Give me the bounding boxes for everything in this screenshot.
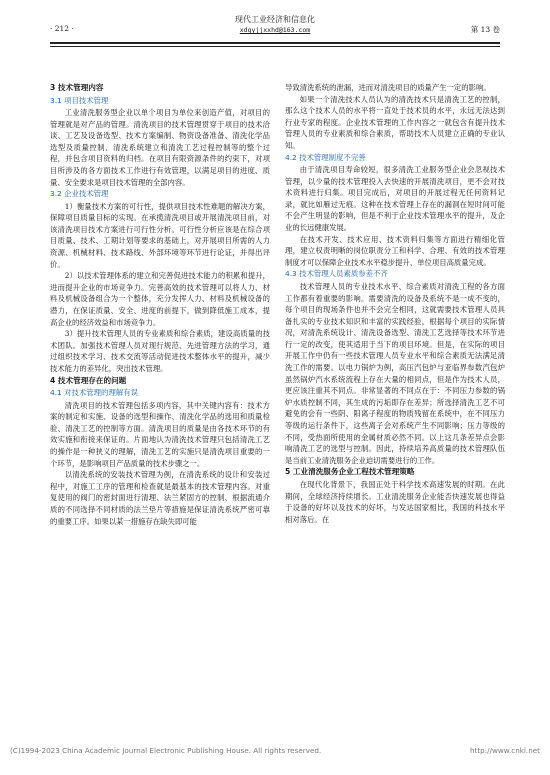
subsection-heading: 4.3 技术管理人员素质参差不齐: [285, 269, 388, 279]
subsection-heading: 3.2 企业技术管理: [50, 189, 109, 199]
subsection-heading: 4.1 对技术管理的理解有误: [50, 388, 139, 398]
body-paragraph: 如果一个清洗技术人员认为的清洗技术只是清洗工艺的控制，那么这个技术人员的水平将一直处于技术员的水平，永远无法达到行业专家的程度。企业技术管理的工作内容之一就包含有提升技术管理人员的专业素质和综合素质，帮助技术人员建立正确的专业认知。: [285, 94, 505, 150]
left-column: [50, 82, 270, 732]
page-number: · 212 ·: [50, 24, 74, 33]
journal-title: 现代工业经济和信息化: [235, 15, 315, 24]
copyright-notice: (C)1994-2023 China Academic Journal Electronic Publishing House. All rights reserved.: [10, 746, 322, 755]
body-paragraph: 清洗项目的技术管理包括多项内容，其中关键内容有：技术方案的制定和实施、设备的选型和操作、清洗化学品的选用和质量检验、清洗工艺的控制等方面。清洗项目的质量是由各技术环节的有效实施和衔接来保证的。片面地认为清洗技术管理只包括清洗工艺的操作是一种狭义的理解，清洗工艺的实施只是清洗项目重要的一个环节，是影响项目产品质量的技术步骤之一。: [50, 400, 270, 468]
page-footer: [10, 746, 540, 760]
subsection-heading: 3.1 项目技术管理: [50, 95, 109, 105]
body-paragraph: 技术管理人员的专业技术水平、综合素质对清洗工程的各方面工作都有着重要的影响。需要清洗的设备及系统不是一成不变的，每个项目的现场条件也并不会完全相同，这就需要技术管理人员具备扎实的专业技术知识和丰富的实践经验，根据每个项目的实际情况，对清洗系统设计、清洗设备选型、清洗工艺选择等技术环节进行一定的改变，使其适用于当下的项目环境。但是，在实际的项目开展工作中仍有一些技术管理人员专业水平和综合素质无法满足清洗工作的需要。以电力锅炉为例，高压汽包炉与亚临界参数汽包炉虽然锅炉汽水系统流程上存在大量的相同点，但是作为技术人员，更应该注重其不同点。非常显著的不同点在于：不同压力参数的锅炉水质控制不同，其生成的污垢即存在差异；所选择清洗工艺不可避免的会有一些阴、阳离子程度的物质残留在系统中，在不同压力等级的运行条件下，这些离子会对系统产生不同影响；压力等级的不同，受热面所使用的金属材质必然不同。以上这几条差异点会影响清洗工艺的选型与控制。因此，持续培养高质量的技术管理队伍是当前工业清洗服务企业迫切需要进行的工作。: [285, 281, 505, 465]
body-paragraph: 以清洗系统的安装技术管理为例，在清洗系统的设计和安装过程中，对施工工序的管理和检查就是最基本的技术管理内容。对重复使用的阀门的密封面进行清理、法兰紧固方的控制、根据流通介质的不同选择不同材质的法兰垫片等措施是保证清洗系统严密可靠的重要工序。如果以某一措施存在缺失即可能: [50, 470, 270, 526]
cnki-link[interactable]: http://www.cnki.net: [469, 746, 540, 755]
body-paragraph: 3）提升技术管理人员的专业素质和综合素质，建设高质量的技术团队。加强技术管理人员对现行规范、先进管理方法的学习，通过组织技术学习、技术交流等活动促进技术整体水平的提升，减少技术能力的差异化，突出技术管理。: [50, 329, 270, 373]
body-paragraph: 在技术开发、技术应用、技术资料归集等方面进行精细化管理，建立权责明晰的岗位职责分工和科学、合理、有效的技术管理制度才可以保障企业技术水平稳步提升、单位项目高质量完成。: [285, 234, 505, 267]
page-header: [50, 12, 500, 44]
header-rule: [50, 46, 500, 47]
section-heading: 4 技术管理存在的问题: [50, 375, 127, 385]
volume-label: 第 13 卷: [470, 25, 500, 34]
subsection-heading: 4.2 技术管理制度不完善: [285, 152, 366, 162]
body-paragraph: 工业清洗服务型企业以单个项目为单位来创造产值，对项目的管理就是对产品的管理。清洗项目的技术管理贯穿于项目的技术洽谈、工艺及设备选型、技术方案编制、物资设备准备、清洗化学品选型及质量控制、清洗系统建立和清洗工艺过程控制等的整个过程，并包含项目资料的归档。在项目有限资源条件的约束下，对项目所涉及的各方面技术工作进行有效管理，以满足项目的进度、质量、安全要求是项目技术管理的全部内容。: [50, 108, 270, 187]
section-heading: 3 技术管理内容: [50, 83, 104, 92]
journal-email: xdgyjjxxhd@163.com: [239, 26, 311, 34]
body-paragraph: 在现代化背景下，我国正处于科学技术高速发展的时期。在此期间，全球经济持续增长。工业清洗服务企业能否快速发展也得益于设备的好坏以及技术的好坏，与发达国家相比，我国的科技水平相对落后。在: [285, 479, 505, 524]
body-paragraph: 由于清洗项目寿命较短，很多清洗工业服务型企业会忽视技术管理，以少量的技术管理投入去快速的开展清洗项目，更不会对技术资料进行归集。项目完成后，对项目的开展过程无任何资料记录，就比如雁过无痕。这种在技术管理上存在的漏洞在短时间可能不会产生明显的影响，但是不利于企业技术管理水平的提升，及企业的长远健康发展。: [285, 165, 505, 233]
section-heading: 5 工业清洗服务企业工程技术管理策略: [285, 467, 415, 477]
body-paragraph: 导致清洗系统的泄漏，进而对清洗项目的质量产生一定的影响。: [285, 83, 491, 92]
body-paragraph: 1）衡量技术方案的可行性，提供项目技术性难题的解决方案，保障项目质量目标的实现。在承揽清洗项目或开展清洗项目前，对该清洗项目技术方案进行可行性分析。可行性分析应该是在综合项目质量、技术、工期计划等要求的基础上，对开展项目所需的人力资源、机械材料、技术路线、外部环境等环节进行论证，并得出评价。: [50, 201, 270, 269]
right-column: [285, 82, 505, 732]
body-paragraph: 2）以技术管理体系的建立和完善促进技术能力的积累和提升，进而提升企业的市场竞争力。完善高效的技术管理可以将人力、材料及机械设备组合为一个整体，充分发挥人力、材料及机械设备的潜力，在保证质量、安全、进度的前提下，做到降低施工成本，提高企业的经济效益和市场竞争力。: [50, 271, 270, 327]
journal-info: [50, 14, 500, 35]
